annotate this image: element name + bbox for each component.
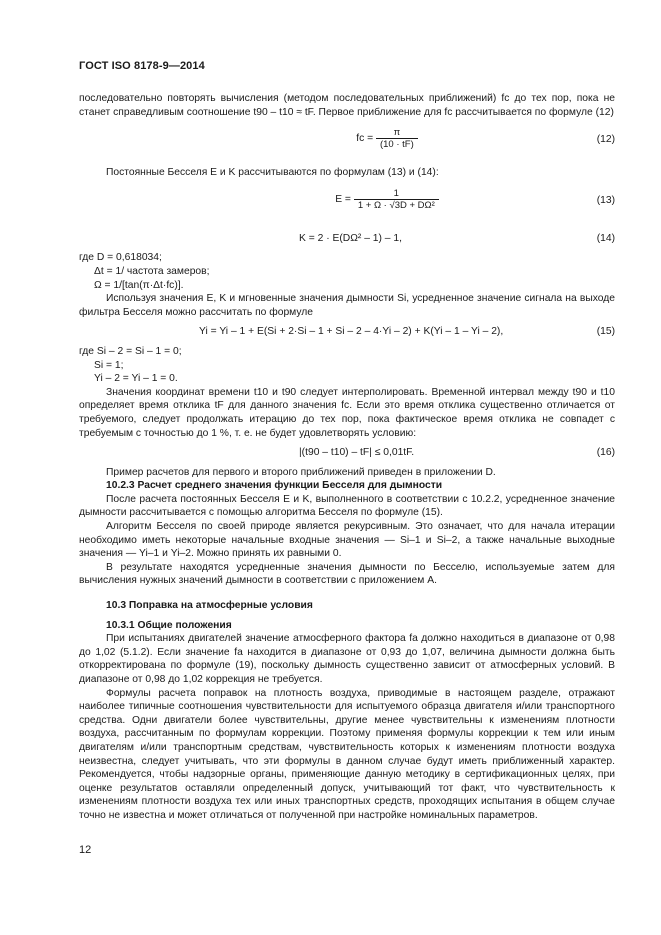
where-line: Yi – 2 = Yi – 1 = 0. <box>94 373 178 385</box>
fraction-numerator: 1 <box>354 188 439 200</box>
equation-16 <box>79 446 615 460</box>
equation-number: (15) <box>596 326 615 338</box>
fraction-denominator: (10 · tF) <box>379 139 414 151</box>
equation-15 <box>79 325 615 339</box>
fraction-denominator: 1 + Ω · √3D + DΩ² <box>357 199 435 211</box>
paragraph: Постоянные Бесселя E и K рассчитываются по формулам (13) и (14): <box>106 167 439 179</box>
equation-number: (13) <box>596 194 615 206</box>
equation-14 <box>79 232 615 246</box>
paragraph: Значения координат времени t10 и t90 следует интерполировать. Временной интервал между t90 и t10 определяет время отклика tF для данного значения fc. Если это время отклика существенно отличается от требуемого, следует продолжать итерацию до тех пор, пока фактическое время отклика не совпадет с требуемым с точностью до 1 %, т. е. не будет удовлетворять условию: <box>79 386 615 439</box>
fraction <box>354 188 439 211</box>
where-line: Si = 1; <box>94 359 124 371</box>
document-header: ГОСТ ISO 8178-9—2014 <box>79 60 205 72</box>
equation-body: |(t90 – t10) – tF| ≤ 0,01tF. <box>299 447 415 459</box>
section-heading: 10.3.1 Общие положения <box>106 619 232 631</box>
document-body <box>79 92 615 823</box>
equation-lhs: fc = <box>356 133 374 145</box>
equation-body: Yi = Yi – 1 + E(Si + 2·Si – 1 + Si – 2 – 4·Yi – 2) + K(Yi – 1 – Yi – 2), <box>199 326 504 338</box>
fraction-numerator: π <box>376 127 418 139</box>
paragraph: последовательно повторять вычисления (методом последовательных приближений) fc до тех пор, пока не станет справедливым соотношение t90 – t10 ≈ tF. Первое приближение для fc рассчитывается по формуле (12) <box>79 93 615 118</box>
equation-lhs: E = <box>335 194 351 205</box>
equation-12 <box>79 125 615 155</box>
equation-number: (14) <box>596 232 615 244</box>
section-heading: 10.3 Поправка на атмосферные условия <box>106 600 313 612</box>
paragraph: Используя значения E, K и мгновенные значения дымности Si, усредненное значение сигнала на выходе фильтра Бесселя можно рассчитать по формуле <box>79 293 615 318</box>
page-number: 12 <box>79 844 92 856</box>
paragraph: Формулы расчета поправок на плотность воздуха, приводимые в настоящем разделе, отражают наиболее типичные соотношения чувствительности для испытуемого образца двигателя и/или транспортного средства. Одни двигатели более чувствительны, другие менее чувствительны к изменениям плотности воздуха, рассчитанным по формулам коррекции. Поэтому применяя формулы коррекции к тем или иным двигателям и/или транспортным средствам, чувствительность которых к изменениям плотности воздуха неизвестна, следует учитывать, что эти формулы в данном случае будут иметь приближенный характер. Рекомендуется, чтобы надзорные органы, применяющие данную методику в сертификационных целях, при оценке результатов оставляли определенный допуск, учитывающий тот факт, что чувствительность к изменениям плотности воздуха тех или иных транспортных средств, проходящих испытания в общем случае точно не известна и может отличаться от полученной при настройке номинальных параметров. <box>79 687 615 821</box>
equation-number: (16) <box>596 447 615 459</box>
section-heading: 10.2.3 Расчет среднего значения функции Бесселя для дымности <box>106 480 443 492</box>
paragraph: При испытаниях двигателей значение атмосферного фактора fa должно находиться в диапазоне от 0,98 до 1,02 (5.1.2). Если значение fa находится в диапазоне от 0,93 до 1,07, величина дымности должна быть откорректирована по формуле (19), поскольку дымность существенно зависит от атмосферных условий. В диапазоне от 0,98 до 1,02 коррекция не требуется. <box>79 633 615 685</box>
equation-body: K = 2 · E(DΩ² – 1) – 1, <box>299 232 402 244</box>
fraction <box>376 127 418 150</box>
equation-number: (12) <box>596 134 615 146</box>
where-line: где D = 0,618034; <box>79 252 162 264</box>
where-line: Δt = 1/ частота замеров; <box>94 265 210 277</box>
equation-13 <box>79 186 615 216</box>
paragraph: После расчета постоянных Бесселя E и K, выполненного в соответствии с 10.2.2, усредненное значение дымности рассчитывается с помощью алгоритма Бесселя по формуле (15). <box>79 493 615 519</box>
where-line: где Si – 2 = Si – 1 = 0; <box>79 345 182 357</box>
paragraph: Пример расчетов для первого и второго приближений приведен в приложении D. <box>106 466 496 478</box>
paragraph: Алгоритм Бесселя по своей природе является рекурсивным. Это означает, что для начала итерации необходимо иметь некоторые начальные входные значения — Si–1 и Si–2, а также начальные выходные значения — Yi–1 и Yi–2. Можно принять их равными 0. <box>79 521 615 560</box>
paragraph: В результате находятся усредненные значения дымности по Бесселю, используемые затем для вычисления нужных значений дымности в соответствии с приложением А. <box>79 561 615 587</box>
where-line: Ω = 1/[tan(π·Δt·fc)]. <box>94 279 184 291</box>
